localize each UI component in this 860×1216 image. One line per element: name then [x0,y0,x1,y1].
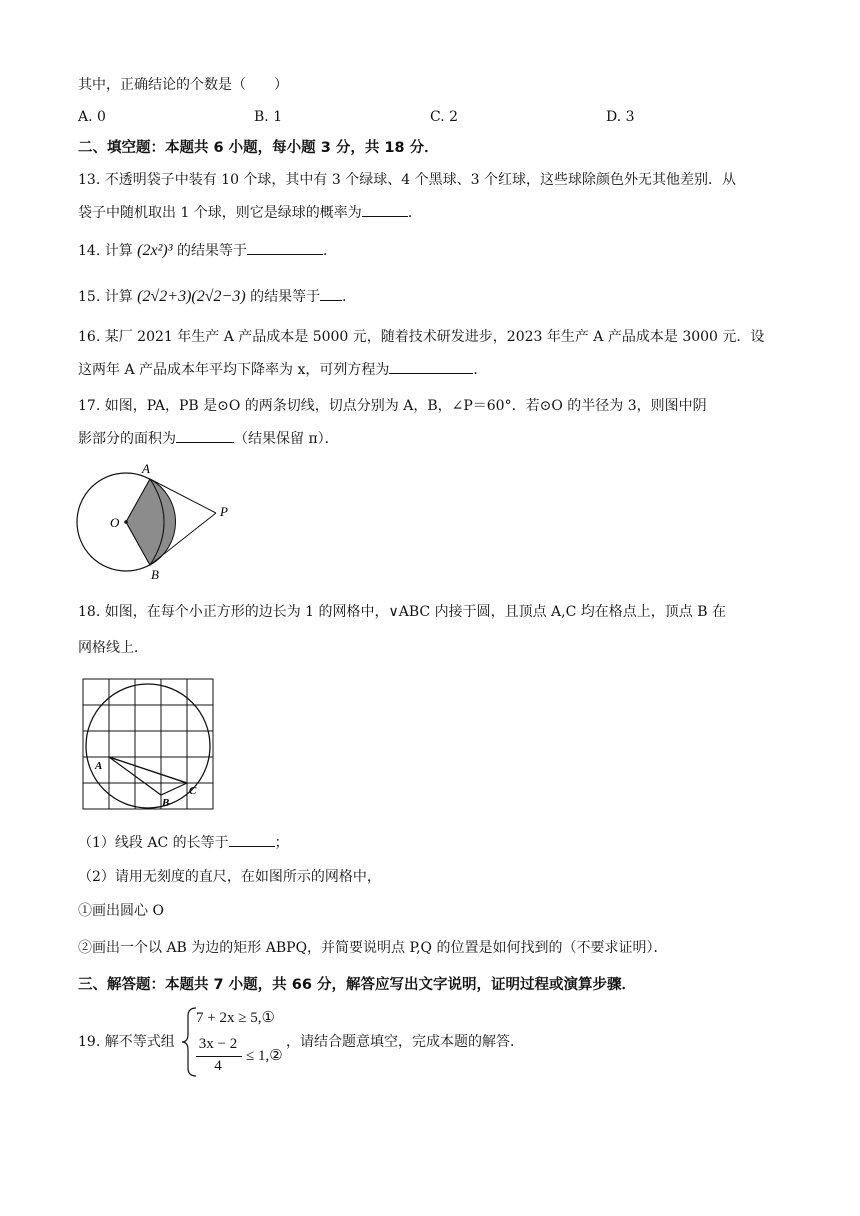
q18-sub2b: ②画出一个以 AB 为边的矩形 ABPQ，并简要说明点 P,Q 的位置是如何找到的（不要求证明）． [78,940,668,956]
q15-line [78,286,356,307]
q16-end: ． [473,362,488,378]
option-d: D. 3 [606,109,635,125]
option-a: A. 0 [78,109,106,125]
fraction-denominator: 4 [214,1058,222,1074]
q18-line2: 网格线上． [78,640,148,656]
q18-sub1-blank [229,832,275,847]
section-2-heading: 二、填空题：本题共 6 小题，每小题 3 分，共 18 分． [78,140,439,156]
q16-text: 这两年 A 产品成本年平均下降率为 x，可列方程为 [78,362,390,378]
q14-prefix: 14. 计算 [78,243,133,259]
q18-sub1-end: ； [274,835,289,851]
q13-end: ． [407,205,422,221]
label-b: B [151,567,159,582]
q18-grid-figure [82,678,216,814]
q15-expression: (2√2+3)(2√2−3) [137,288,246,305]
q15-suffix: 的结果等于 [250,289,321,305]
q16-answer-blank [389,359,473,374]
q17-text: 影部分的面积为 [78,431,176,447]
section-3-heading: 三、解答题：本题共 7 小题，共 66 分，解答应写出文字说明，证明过程或演算步骤． [78,977,636,993]
q17-line1: 17. 如图，PA，PB 是⊙O 的两条切线，切点分别为 A，B，∠P＝60°．若⊙O 的半径为 3，则图中阴 [78,398,707,414]
q19-suffix: ，请结合题意填空，完成本题的解答． [286,1034,524,1050]
q16-line1: 16. 某厂 2021 年生产 A 产品成本是 5000 元，随着技术研发进步，2023 年生产 A 产品成本是 3000 元．设 [78,329,765,345]
q18-sub1-text: （1）线段 AC 的长等于 [78,835,229,851]
q14-end: ． [322,243,337,259]
q18-sub1 [78,832,289,853]
q14-answer-blank [247,240,323,255]
q16-line2 [78,359,487,380]
q13-answer-blank [362,202,408,217]
inequality-1: 7 + 2x ≥ 5,① [196,1010,275,1026]
q17-circle-figure [70,455,250,585]
label-o: O [110,515,120,530]
label-a: A [142,461,150,476]
q15-answer-blank [320,286,342,301]
q18-line1: 18. 如图，在每个小正方形的边长为 1 的网格中，∨ABC 内接于圆，且顶点 A,C 均在格点上，顶点 B 在 [78,604,726,620]
inequality-2-rhs: ≤ 1,② [246,1048,283,1064]
grid-label-c: C [189,785,197,797]
fraction-numerator: 3x − 2 [198,1036,238,1052]
q17-answer-blank [176,428,234,443]
segment-ac [109,757,187,783]
q18-sub2a: ①画出圆心 O [78,903,164,919]
triangle-abc [109,757,187,795]
label-p: P [220,504,228,519]
q13-line2 [78,202,422,223]
grid-label-a: A [95,760,103,772]
center-dot [124,520,128,524]
q15-prefix: 15. 计算 [78,289,133,305]
q14-suffix: 的结果等于 [176,243,247,259]
grid-label-b: B [162,797,170,809]
q18-sub2: （2）请用无刻度的直尺，在如图所示的网格中， [78,869,381,885]
q19-prefix: 19. 解不等式组 [78,1034,175,1050]
q15-end: ． [342,289,357,305]
q13-line1: 13. 不透明袋子中装有 10 个球，其中有 3 个绿球、4 个黑球、3 个红球，这些球除颜色外无其他差别．从 [78,172,736,188]
q17-end: （结果保留 π）． [234,431,339,447]
q14-expression: (2x²)³ [137,242,173,259]
option-c: C. 2 [430,109,459,125]
q14-line [78,240,337,261]
option-b: B. 1 [254,109,283,125]
fraction-bar [196,1056,242,1057]
q12-tail-text: 其中，正确结论的个数是（ ） [78,77,288,93]
q13-text: 袋子中随机取出 1 个球，则它是绿球的概率为 [78,205,362,221]
q17-line2 [78,428,339,449]
